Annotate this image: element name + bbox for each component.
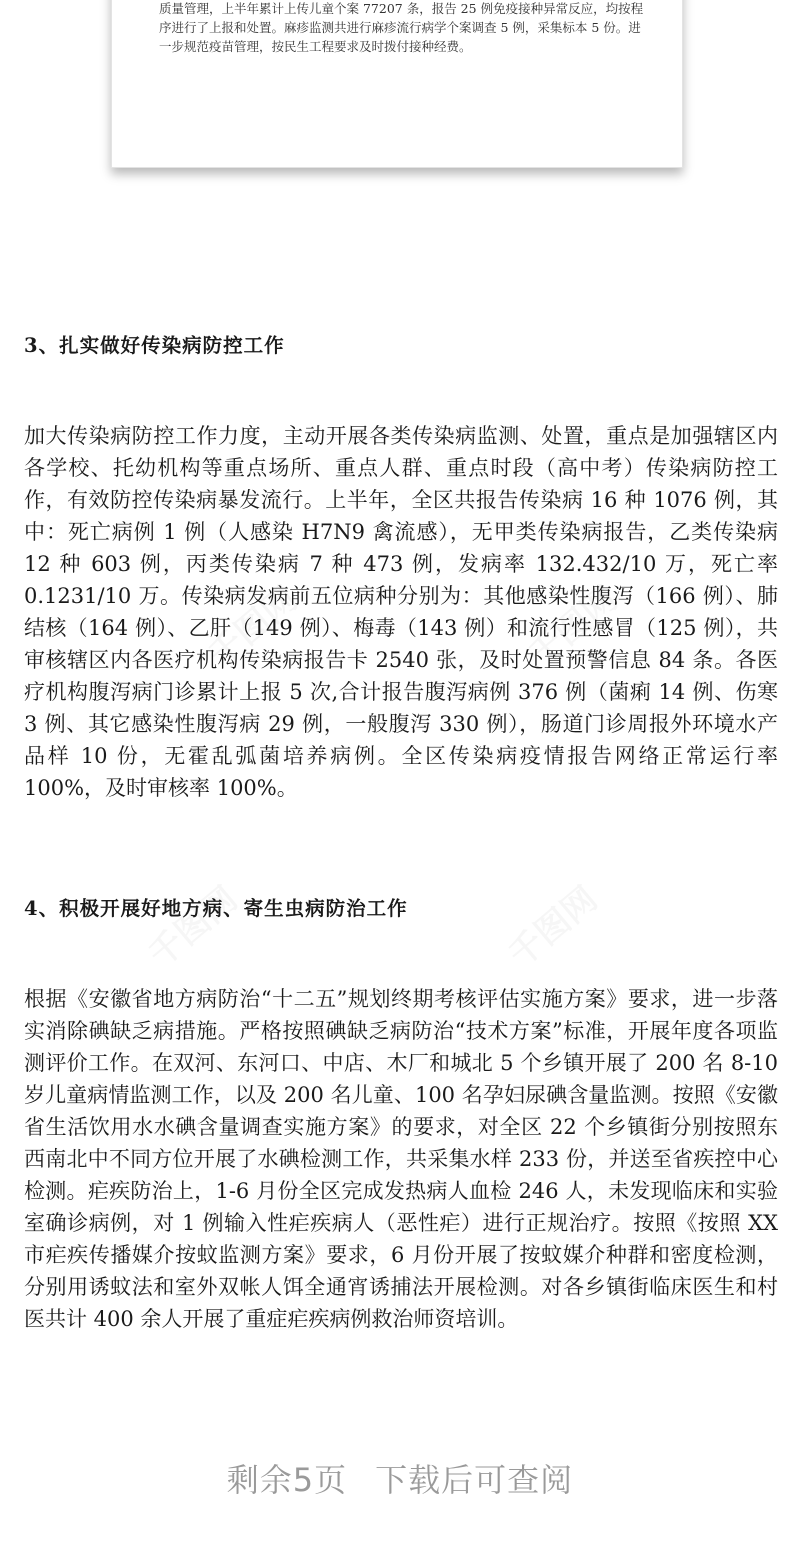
section-3-body: 加大传染病防控工作力度，主动开展各类传染病监测、处置，重点是加强辖区内各学校、托幼机构等重点场所、重点人群、重点时段（高中考）传染病防控工作，有效防控传染病暴发流行。上半年，全区共报告传染病 16 种 1076 例，其中：死亡病例 1 例（人感染 H7N9 禽流感），无甲类传染病报告，乙类传染病 12 种 603 例，丙类传染病 7 种 473 例，发病率 132.432/10 万，死亡率 0.1231/10 万。传染病发病前五位病种分别为：其他感染性腹泻（166 例）、肺结核（164 例）、乙肝（149 例）、梅毒（143 例）和流行性感冒（125 例），共审核辖区内各医疗机构传染病报告卡 2540 张，及时处置预警信息 84 条。各医疗机构腹泻病门诊累计上报 5 次,合计报告腹泻病例 376 例（菌痢 14 例、伤寒 3 例、其它感染性腹泻病 29 例，一般腹泻 330 例），肠道门诊周报外环境水产品样 10 份，无霍乱弧菌培养病例。全区传染病疫情报告网络正常运行率 100%，及时审核率 100%。 xyxy=(24,424,778,800)
preview-page-card xyxy=(111,0,683,168)
section-4-body: 根据《安徽省地方病防治“十二五”规划终期考核评估实施方案》要求，进一步落实消除碘缺乏病措施。严格按照碘缺乏病防治“技术方案”标准，开展年度各项监测评价工作。在双河、东河口、中店、木厂和城北 5 个乡镇开展了 200 名 8-10 岁儿童病情监测工作，以及 200 名儿童、100 名孕妇尿碘含量监测。按照《安徽省生活饮用水水碘含量调查实施方案》的要求，对全区 22 个乡镇街分别按照东西南北中不同方位开展了水碘检测工作，共采集水样 233 份，并送至省疾控中心检测。疟疾防治上，1-6 月份全区完成发热病人血检 246 人，未发现临床和实验室确诊病例，对 1 例输入性疟疾病人（恶性疟）进行正规治疗。按照《按照 XX 市疟疾传播媒介按蚊监测方案》要求，6 月份开展了按蚊媒介种群和密度检测，分别用诱蚊法和室外双帐人饵全通宵诱捕法开展检测。对各乡镇街临床医生和村医共计 400 余人开展了重症疟疾病例救治师资培训。 xyxy=(24,987,778,1331)
download-prompt[interactable] xyxy=(0,1455,800,1501)
watermark xyxy=(496,873,606,976)
download-to-view-text: 下载后可查阅 xyxy=(375,1461,574,1499)
section-4-heading: 4、积极开展好地方病、寄生虫病防治工作 xyxy=(24,897,408,920)
remaining-pages-text: 剩余5页 xyxy=(226,1461,348,1499)
watermark xyxy=(136,873,246,976)
section-3-heading: 3、扎实做好传染病防控工作 xyxy=(24,334,285,357)
preview-page-text: 质量管理，上半年累计上传儿童个案 77207 条，报告 25 例免疫接种异常反应，均按程序进行了上报和处置。麻疹监测共进行麻疹流行病学个案调查 5 例，采集标本 5 份。进一步规范疫苗管理，按民生工程要求及时拨付接种经费。 xyxy=(159,1,644,54)
